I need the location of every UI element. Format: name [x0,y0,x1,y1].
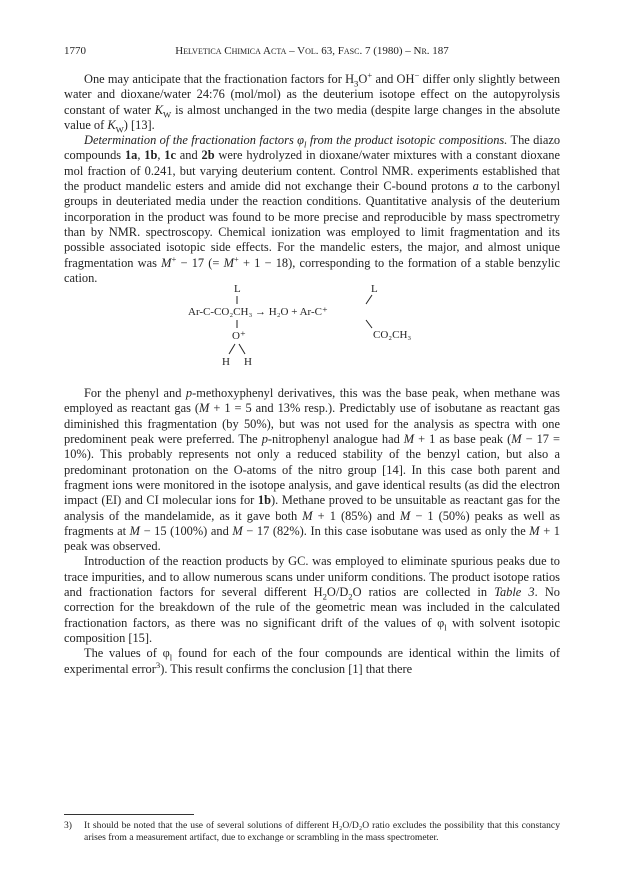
journal-title: Helvetica Chimica Acta – Vol. 63, Fasc. 7 (1980) – Nr. 187 [175,45,449,57]
scheme-H-2: H [244,356,252,369]
scheme-label-L-left: L [234,283,241,296]
paragraph-3: For the phenyl and p-methoxyphenyl derivatives, this was the base peak, when methane was employed as reactant gas (M + 1 = 5 and 13% resp.). Predictably use of isobutane as reactant gas diminished this fragmentation (by 50%), but was not used for the analysis as spectra with one predominent peak were preferred. The p-nitrophenyl analogue had M + 1 as base peak (M − 17 = 10%). This probably represents not only a reduced stability of the benzyl cation, but also a predominant protonation on the O-atoms of the nitro group [14]. In this case both parent and fragment ions were monitored in the isotope analysis, and gave identical results (as did the electron impact (EI) and CI molecular ions for 1b). Methane proved to be unsuitable as reactant gas for the analysis of the mandelamide, as it gave both M + 1 (85%) and M − 1 (50%) peaks as well as fragments at M − 15 (100%) and M − 17 (82%). In this case isobutane was used as only the M + 1 peak was observed. [64,386,560,554]
footnote [64,820,560,843]
paragraph-5: The values of $\varphi_l$ found for each of the four compounds are identical within the limits of experimental error$^3$). This result confirms the conclusion [1] that there [64,646,560,676]
footnote-rule [64,814,194,815]
reaction-scheme [64,283,560,386]
paragraph-2: Determination of the fractionation factors $\varphi_l$ from the product isotopic compositions. The diazo compounds 1a, 1b, 1c and 2b were hydrolyzed in dioxane/water mixtures with a constant dioxane mol fraction of 0.241, but varying deuterium content. Control NMR. experiments established that the product mandelic esters and amide did not exchange their C-bound protons a to the carbonyl groups in deuteriated media under the reaction conditions. Quantitative analysis of the deuterium incorporation in the product was found to be more precise and reproducible by mass spectrometry than by NMR. spectroscopy. Chemical ionization was employed to limit fragmentation and its possible associated isotopic side effects. For the mandelic esters, the major, and almost unique fragmentation was M+ − 17 (= M+ + 1 − 18), corresponding to the formation of a stable benzylic cation. [64,133,561,285]
scheme-bonds [64,286,560,386]
scheme-co2ch3: CO₂CH₃ [373,329,412,342]
footnote-mark: 3) [64,820,72,831]
scheme-oplus: O⁺ [232,330,246,343]
scheme-equation: Ar-C-CO₂CH₃ → H₂O + Ar-C⁺ [188,306,328,319]
page-number: 1770 [64,45,86,57]
paragraph-4: Introduction of the reaction products by GC. was employed to eliminate spurious peaks due to trace impurities, and to allow numerous scans under uniform conditions. The product isotope ratios and fractionation factors for several different $H_2O/D_2O$ ratios are collected in Table 3. No correction for the breakdown of the rule of the geometric mean was included in the calculated fractionation factors, as there was no significant drift of the values of $\varphi_l$ with solvent isotopic composition [15]. [64,554,561,645]
running-header [64,45,560,61]
scheme-label-L-right: L [371,283,378,296]
paragraph-1: One may anticipate that the fractionation factors for $H_3O^+$ and OH− differ only slightly between water and dioxane/water 24:76 (mol/mol) as the deuterium isotope effect on the autopyrolysis constant of water $K_W$ is almost unchanged in the two media (despite large changes in the absolute value of $K_W$) [13]. [64,69,561,135]
footnote-text: It should be noted that the use of several solutions of different H₂O/D₂O ratio excludes the possibility that this constancy arises from a measurement artifact, due to exchange or scrambling in the mass spectrometer. [84,820,560,843]
main-text [64,69,561,677]
scheme-H-1: H [222,356,230,369]
